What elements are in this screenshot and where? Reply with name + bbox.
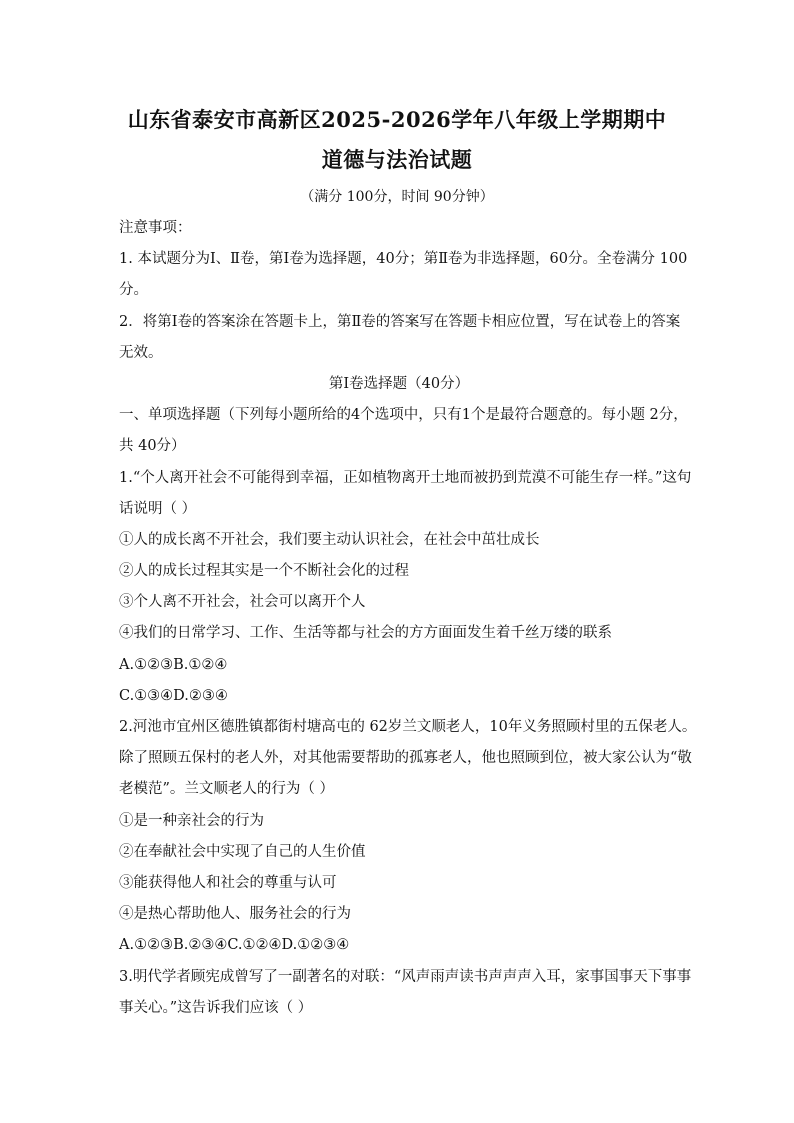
question-1-option-4: ④我们的日常学习、工作、生活等都与社会的方方面面发生着千丝万缕的联系: [119, 625, 612, 642]
question-2-option-4: ④是热心帮助他人、服务社会的行为: [119, 906, 351, 923]
section-instruction-line1: 一、单项选择题（下列每小题所给的4个选项中，只有1个是最符合题意的。每小题 2分，: [119, 407, 688, 424]
notice-item-2-line2: 无效。: [119, 344, 163, 361]
notice-item-1-line2: 分。: [119, 282, 148, 299]
notice-item-2-line1: 2．将第Ⅰ卷的答案涂在答题卡上，第Ⅱ卷的答案写在答题卡相应位置，写在试卷上的答案: [119, 313, 681, 330]
question-2-stem-line3: 老模范”。兰文顺老人的行为（ ）: [119, 781, 335, 798]
exam-title-line2: 道德与法治试题: [321, 147, 473, 172]
notice-heading: 注意事项：: [119, 220, 192, 236]
section-instruction-line2: 共 40分）: [119, 438, 186, 455]
notice-item-1-line1: 1. 本试题分为Ⅰ、Ⅱ卷，第Ⅰ卷为选择题，40分；第Ⅱ卷为非选择题，60分。全卷满分 100: [119, 251, 688, 268]
question-1-option-3: ③个人离不开社会，社会可以离开个人: [119, 594, 366, 611]
exam-body: [119, 213, 697, 1024]
question-2-answers-line1: A.①②③B.②③④C.①②④D.①②③④: [119, 937, 350, 954]
question-1-option-1: ①人的成长离不开社会，我们要主动认识社会，在社会中茁壮成长: [119, 531, 540, 548]
question-3-stem-line2: 事关心。”这告诉我们应该（ ）: [119, 999, 313, 1016]
section-heading: 第Ⅰ卷选择题（40分）: [328, 375, 470, 392]
question-2-stem-line1: 2.河池市宜州区德胜镇都街村塘高屯的 62岁兰文顺老人，10年义务照顾村里的五保老人。: [119, 719, 697, 735]
question-2-option-1: ①是一种亲社会的行为: [119, 812, 264, 829]
question-1-answers-line2: C.①③④D.②③④: [119, 687, 228, 704]
exam-title-line1: 山东省泰安市高新区2025-2026学年八年级上学期期中: [127, 107, 667, 132]
question-1-answers-line1: A.①②③B.①②④: [119, 656, 228, 673]
question-2-option-3: ③能获得他人和社会的尊重与认可: [119, 874, 337, 891]
question-2-stem-line2: 除了照顾五保村的老人外，对其他需要帮助的孤寡老人，他也照顾到位，被大家公认为“敬: [119, 750, 692, 767]
question-2-option-2: ②在奉献社会中实现了自己的人生价值: [119, 843, 366, 860]
question-3-stem-line1: 3.明代学者顾宪成曾写了一副著名的对联：“风声雨声读书声声声入耳，家事国事天下事事: [119, 968, 692, 985]
question-1-stem-line1: 1.“个人离开社会不可能得到幸福，正如植物离开土地而被扔到荒漠不可能生存一样。”这句: [119, 469, 692, 486]
exam-subtitle: （满分 100分，时间 90分钟）: [300, 189, 494, 205]
question-1-option-2: ②人的成长过程其实是一个不断社会化的过程: [119, 563, 409, 580]
question-1-stem-line2: 话说明（ ）: [119, 500, 197, 517]
